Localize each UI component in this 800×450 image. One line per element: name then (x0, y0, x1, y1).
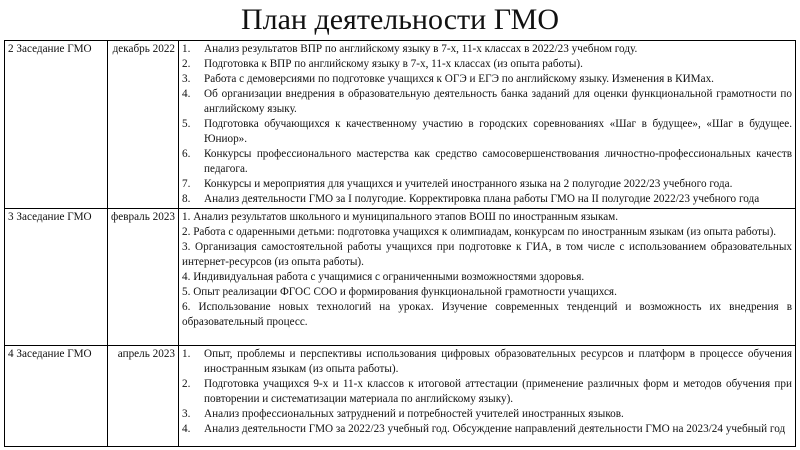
item-number: 3. (182, 241, 191, 253)
list-item (182, 210, 792, 225)
list-item (182, 57, 792, 72)
item-number: 2. (182, 58, 191, 70)
agenda-cell (179, 41, 796, 209)
item-text: Анализ результатов ВПР по английскому языку в 7-х, 11-х классах в 2022/23 учебном году. (204, 43, 638, 55)
item-number: 6. (182, 148, 191, 160)
agenda-list (182, 42, 792, 207)
item-number: 1. (182, 43, 191, 55)
agenda-cell (179, 346, 796, 447)
item-text: Об организации внедрения в образовательную деятельность банка заданий для оценки функциональной грамотности по английскому языку. (204, 88, 792, 115)
meeting-cell: 4 Заседание ГМО (5, 346, 108, 447)
date-cell: апрель 2023 (108, 346, 179, 447)
item-number: 4. (182, 423, 191, 435)
item-number: 5. (182, 118, 191, 130)
item-text: Анализ деятельности ГМО за 2022/23 учебный год. Обсуждение направлений деятельности ГМО на 2023/24 учебный год (204, 423, 786, 435)
list-item (182, 240, 792, 270)
item-number: 8. (182, 193, 191, 205)
meeting-cell: 3 Заседание ГМО (5, 209, 108, 346)
item-number: 1. (182, 348, 191, 360)
date-cell: февраль 2023 (108, 209, 179, 346)
list-item (182, 377, 792, 407)
list-item (182, 225, 792, 240)
item-text: Работа с одаренными детьми: подготовка учащихся к олимпиадам, конкурсам по иностранным языкам (из опыта работы). (193, 226, 777, 238)
item-text: Организация самостоятельной работы учащихся при подготовке к ГИА, в том числе с использованием образовательных интернет-ресурсов (из опыта работы). (182, 241, 793, 268)
item-number: 4. (182, 88, 191, 100)
item-text: Анализ профессиональных затруднений и потребностей учителей иностранных языков. (204, 408, 624, 420)
list-item (182, 42, 792, 57)
table-row (5, 209, 796, 346)
item-text: Анализ результатов школьного и муниципального этапов ВОШ по иностранным языкам. (193, 211, 619, 223)
item-number: 4. (182, 271, 191, 283)
table-row (5, 346, 796, 447)
agenda-list (182, 210, 792, 330)
item-text: Анализ деятельности ГМО за I полугодие. Корректировка плана работы ГМО на II полугодие 2022/23 учебного года (204, 193, 760, 205)
list-item (182, 192, 792, 207)
page-title: План деятельности ГМО (240, 3, 560, 36)
list-item (182, 177, 792, 192)
item-text: Подготовка учащихся 9-х и 11-х классов к итоговой аттестации (применение различных форм и методов обучения при повторении и систематизации материала по английскому языку). (204, 378, 792, 405)
list-item (182, 117, 792, 147)
item-number: 5. (182, 286, 191, 298)
item-number: 3. (182, 408, 191, 420)
agenda-cell (179, 209, 796, 346)
agenda-list (182, 347, 792, 437)
item-text: Работа с демоверсиями по подготовке учащихся к ОГЭ и ЕГЭ по английскому языку. Изменения в КИМах. (204, 73, 714, 85)
date-cell: декабрь 2022 (108, 41, 179, 209)
item-text: Конкурсы и мероприятия для учащихся и учителей иностранного языка на 2 полугодие 2022/23 учебного года. (204, 178, 733, 190)
table-row (5, 41, 796, 209)
item-number: 1. (182, 211, 191, 223)
list-item (182, 422, 792, 437)
item-text: Подготовка к ВПР по английскому языку в 7-х, 11-х классах (из опыта работы). (204, 58, 583, 70)
item-number: 6. (182, 301, 191, 313)
item-text: Подготовка обучающихся к качественному участию в городских соревнованиях «Шаг в будущее», «Шаг в будущее. Юниор». (204, 118, 792, 145)
list-item (182, 285, 792, 300)
list-item (182, 407, 792, 422)
item-text: Индивидуальная работа с учащимися с ограниченными возможностями здоровья. (193, 271, 585, 283)
item-text: Опыт, проблемы и перспективы использования цифровых образовательных ресурсов и платформ в процессе обучения иностранным языкам (из опыта работы). (204, 348, 792, 375)
list-item (182, 147, 792, 177)
list-item (182, 72, 792, 87)
item-text: Конкурсы профессионального мастерства как средство самосовершенствования личностно-профессиональных качеств педагога. (204, 148, 792, 175)
plan-table (4, 40, 796, 447)
list-item (182, 87, 792, 117)
item-number: 3. (182, 73, 191, 85)
list-item (182, 300, 792, 330)
list-item (182, 347, 792, 377)
item-number: 7. (182, 178, 191, 190)
item-text: Опыт реализации ФГОС СОО и формирования функциональной грамотности учащихся. (193, 286, 617, 298)
meeting-cell: 2 Заседание ГМО (5, 41, 108, 209)
item-number: 2. (182, 378, 191, 390)
list-item (182, 270, 792, 285)
item-number: 2. (182, 226, 191, 238)
item-text: Использование новых технологий на уроках. Изучение современных тенденций и возможность их внедрения в образовательный процесс. (182, 301, 792, 328)
